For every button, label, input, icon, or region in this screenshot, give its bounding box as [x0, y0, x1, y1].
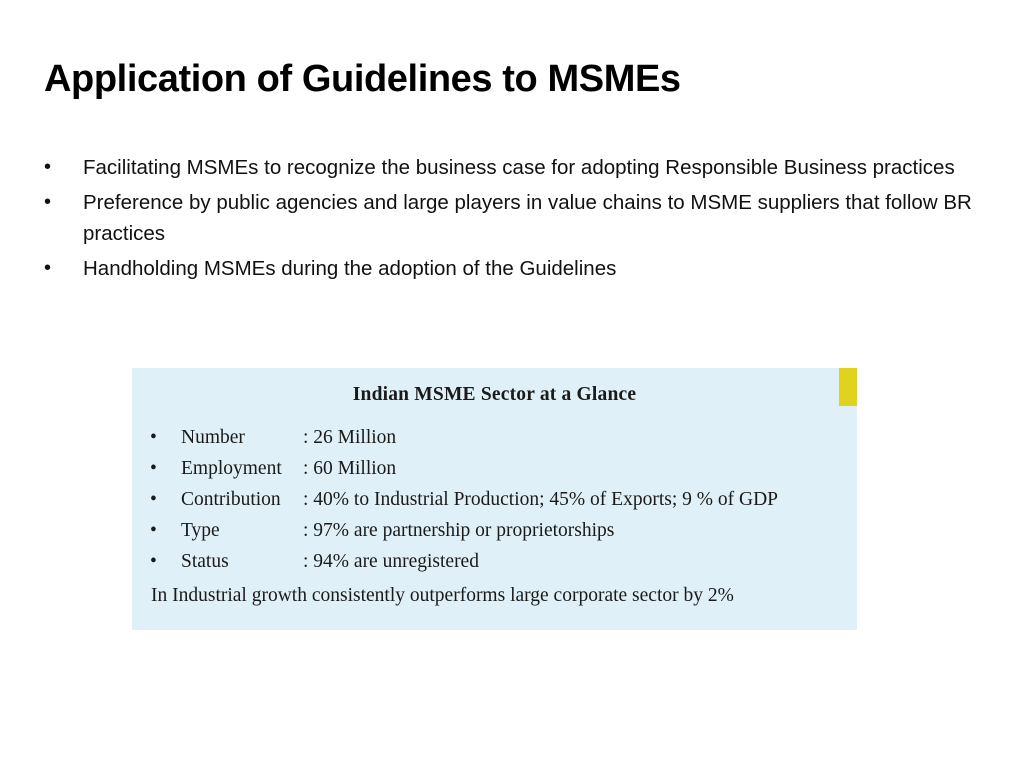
bullet-icon: • — [44, 257, 52, 279]
fact-item — [150, 453, 778, 484]
bullet-icon: • — [150, 458, 157, 479]
bullet-icon: • — [150, 520, 157, 541]
bullet-icon: • — [150, 427, 157, 448]
fact-item — [150, 484, 778, 515]
bullet-list — [44, 152, 974, 288]
fact-list — [150, 422, 778, 577]
fact-value: : 97% are partnership or proprietorships — [303, 520, 615, 541]
bullet-item — [44, 253, 974, 284]
bullet-icon: • — [44, 156, 52, 178]
slide-title: Application of Guidelines to MSMEs — [44, 58, 681, 100]
bullet-icon: • — [150, 489, 157, 510]
fact-label: Type — [181, 520, 220, 541]
fact-item — [150, 546, 778, 577]
fact-value: : 26 Million — [303, 427, 397, 448]
fact-value: : 94% are unregistered — [303, 551, 479, 572]
bullet-item — [44, 187, 974, 249]
fact-item — [150, 515, 778, 546]
fact-item — [150, 422, 778, 453]
panel-footer: In Industrial growth consistently outperforms large corporate sector by 2% — [151, 585, 734, 606]
fact-label: Status — [181, 551, 229, 572]
fact-label: Number — [181, 427, 245, 448]
bullet-item — [44, 152, 974, 183]
bullet-text: Preference by public agencies and large players in value chains to MSME suppliers that follow BR practices — [83, 191, 972, 245]
bullet-text: Handholding MSMEs during the adoption of the Guidelines — [83, 257, 617, 280]
fact-value: : 40% to Industrial Production; 45% of Exports; 9 % of GDP — [303, 489, 778, 510]
bullet-icon: • — [44, 191, 52, 213]
msme-glance-panel — [132, 368, 857, 630]
bullet-icon: • — [150, 551, 157, 572]
fact-label: Contribution — [181, 489, 281, 510]
bullet-text: Facilitating MSMEs to recognize the business case for adopting Responsible Business practices — [83, 156, 955, 179]
fact-value: : 60 Million — [303, 458, 397, 479]
fact-label: Employment — [181, 458, 282, 479]
panel-title: Indian MSME Sector at a Glance — [352, 384, 637, 405]
